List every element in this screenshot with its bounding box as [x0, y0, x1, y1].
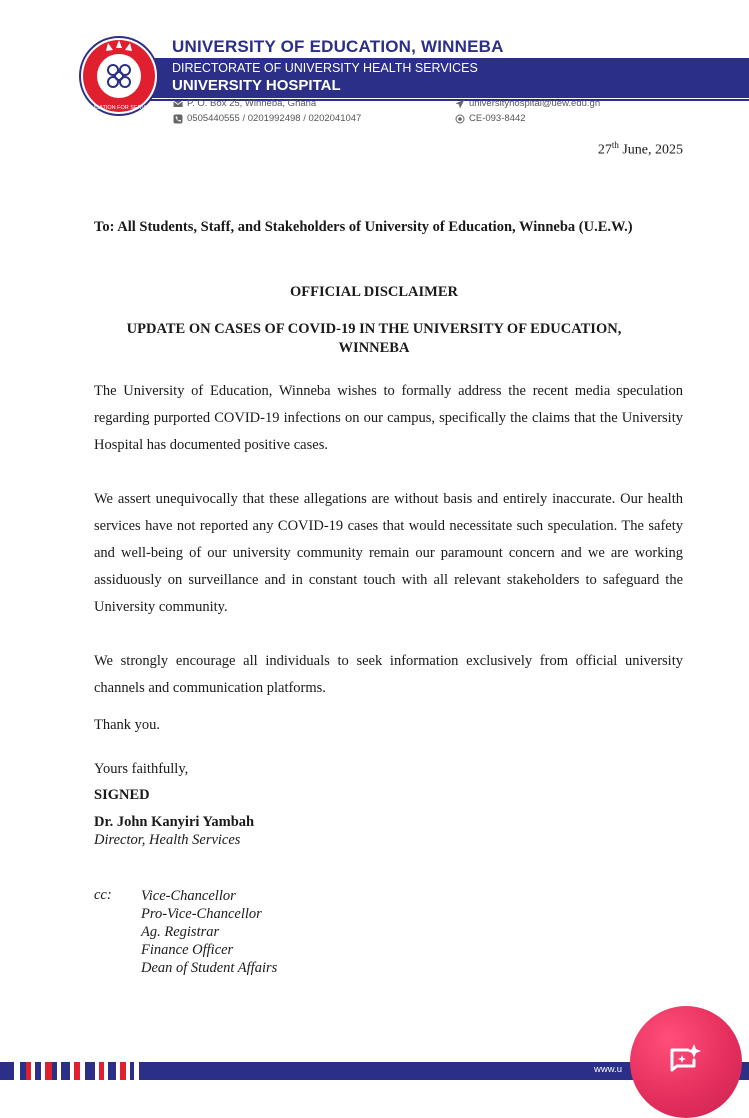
phone-icon: [173, 114, 183, 124]
address: [173, 98, 316, 109]
logo-motto: EDUCATION FOR SERVICE: [83, 105, 155, 111]
university-name: UNIVERSITY OF EDUCATION, WINNEBA: [172, 37, 504, 56]
signer-name: Dr. John Kanyiri Yambah: [94, 814, 255, 830]
address-text: P. O. Box 25, Winneba, Ghana: [187, 98, 317, 109]
letter-date: [598, 140, 683, 159]
letter-heading: OFFICIAL DISCLAIMER: [290, 284, 458, 300]
cc-label: cc:: [94, 887, 112, 903]
phone-text: 0505440555 / 0201992498 / 0202041047: [187, 113, 362, 124]
phone-numbers: [173, 113, 361, 124]
addressee-line: To: All Students, Staff, and Stakeholders of University of Education, Winneba (U.E.W.): [94, 219, 633, 235]
footer-stripes: [14, 1062, 139, 1080]
date-day: 27: [597, 142, 612, 158]
thanks-line: Thank you.: [94, 717, 161, 733]
location-target-icon: [455, 114, 465, 124]
signer-title: Director, Health Services: [94, 832, 241, 848]
directorate-name: DIRECTORATE OF UNIVERSITY HEALTH SERVICES: [172, 61, 478, 75]
cc-item: Vice-Chancellor: [141, 888, 236, 904]
email: [455, 98, 600, 109]
location-code: [455, 113, 526, 124]
paragraph: We assert unequivocally that these allegations are without basis and entirely inaccurate. Our health services have not reported any COVID-19 cases that would necessitate such speculation. The safety and well-being of our university community remain our paramount concern and we are working assiduously on surveillance and in constant touch with all relevant stakeholders to safeguard the University community.: [94, 491, 683, 615]
signed-label: SIGNED: [94, 787, 150, 803]
paragraph: The University of Education, Winneba wishes to formally address the recent media speculation regarding purported COVID-19 infections on our campus, specifically the claims that the University Hospital has documented positive cases.: [94, 383, 683, 453]
mail-icon: [173, 99, 183, 109]
cc-list: [141, 887, 277, 977]
hospital-name: UNIVERSITY HOSPITAL: [172, 77, 341, 94]
footer-website: www.u: [594, 1064, 622, 1075]
cc-item: Ag. Registrar: [141, 924, 220, 940]
send-icon: [455, 99, 465, 109]
ai-assistant-button[interactable]: [630, 1006, 742, 1118]
paragraph: We strongly encourage all individuals to seek information exclusively from official university channels and communication platforms.: [94, 653, 683, 696]
cc-item: Finance Officer: [141, 942, 234, 958]
date-rest: June, 2025: [618, 142, 683, 158]
code-text: CE-093-8442: [469, 113, 526, 124]
university-logo: [78, 26, 160, 128]
date-suffix: th: [611, 140, 619, 150]
letter-subject: UPDATE ON CASES OF COVID-19 IN THE UNIVERSITY OF EDUCATION, WINNEBA: [126, 321, 622, 356]
cc-item: Pro-Vice-Chancellor: [141, 906, 262, 922]
closing-line: Yours faithfully,: [94, 761, 189, 777]
email-text: universityhospital@uew.edu.gh: [469, 98, 601, 109]
cc-item: Dean of Student Affairs: [141, 960, 278, 976]
ai-chat-sparkle-icon: [664, 1040, 704, 1080]
